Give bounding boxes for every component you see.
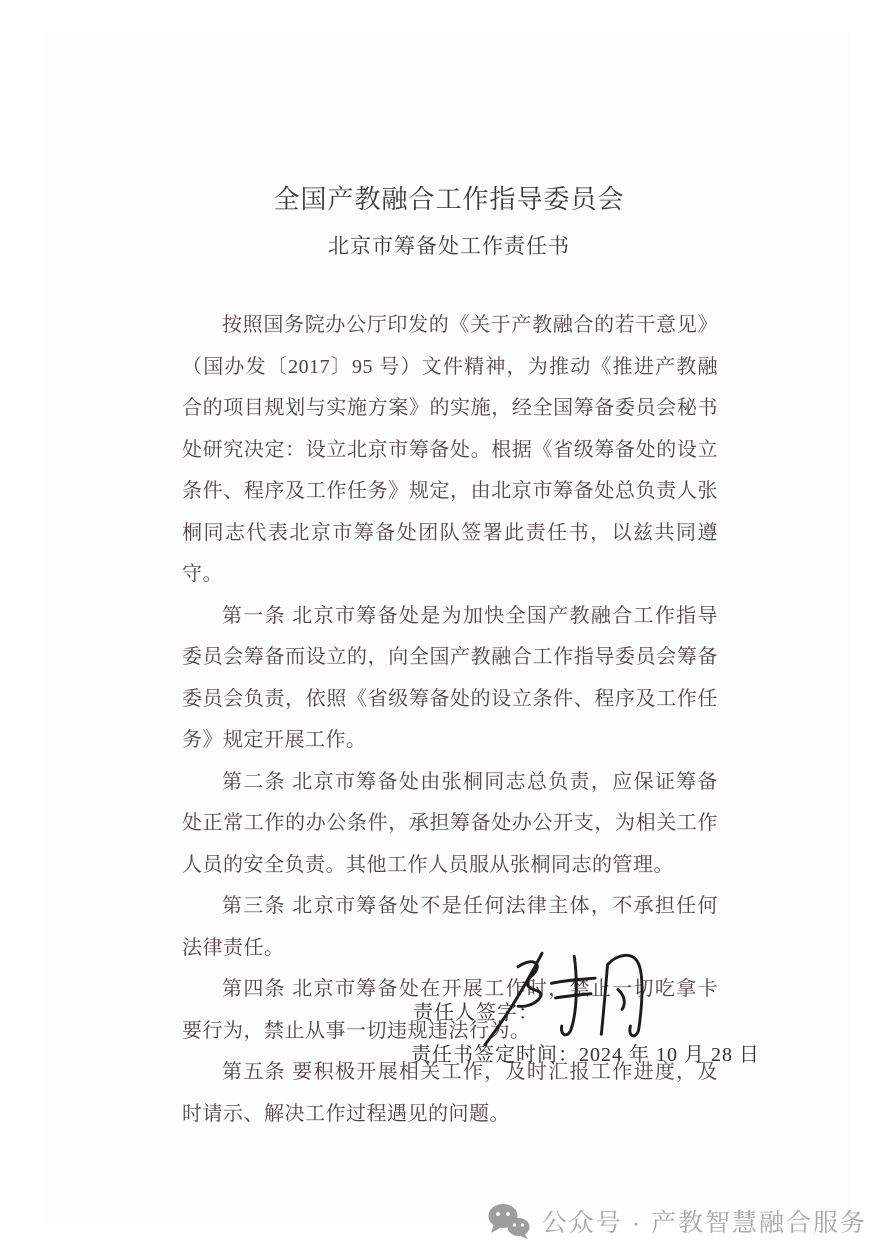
document-title: 全国产教融合工作指导委员会 (273, 185, 625, 214)
paragraph-clause-1: 第一条 北京市筹备处是为加快全国产教融合工作指导委员会筹备而设立的，向全国产教融合工作指导委员会筹备委员会负责，依照《省级筹备处的设立条件、程序及工作任务》规定开展工作。 (182, 604, 718, 751)
paragraph-intro: 按照国务院办公厅印发的《关于产教融合的若干意见》（国办发〔2017〕95 号）文件精神，为推动《推进产教融合的项目规划与实施方案》的实施，经全国筹备委员会秘书处研究决定：设立北京市筹备处。根据《省级筹备处的设立条件、程序及工作任务》规定，由北京市筹备处总负责人张桐同志代表北京市筹备处团队签署此责任书，以兹共同遵守。 (182, 314, 718, 585)
signing-date-line: 责任书签定时间：2024 年 10 月 28 日 (411, 1044, 760, 1066)
paragraph-clause-5: 第五条 要积极开展相关工作，及时汇报工作进度，及时请示、解决工作过程遇见的问题。 (182, 1061, 718, 1125)
signature-label: 责任人签字： (413, 1002, 539, 1024)
watermark-text: 公众号 · 产教智慧融合服务 (541, 1209, 867, 1237)
paragraph-clause-2: 第二条 北京市筹备处由张桐同志总负责，应保证筹备处正常工作的办公条件，承担筹备处办公开支，为相关工作人员的安全负责。其他工作人员服从张桐同志的管理。 (182, 770, 718, 876)
paragraph-clause-3: 第三条 北京市筹备处不是任何法律主体，不承担任何法律责任。 (182, 895, 718, 959)
handwritten-signature (478, 948, 656, 1052)
account-watermark (486, 1202, 867, 1240)
document-subtitle: 北京市筹备处工作责任书 (328, 234, 570, 258)
paragraph-clause-4: 第四条 北京市筹备处在开展工作时，禁止一切吃拿卡要行为，禁止从事一切违规违法行为。 (182, 978, 718, 1042)
wechat-icon (486, 1202, 532, 1240)
